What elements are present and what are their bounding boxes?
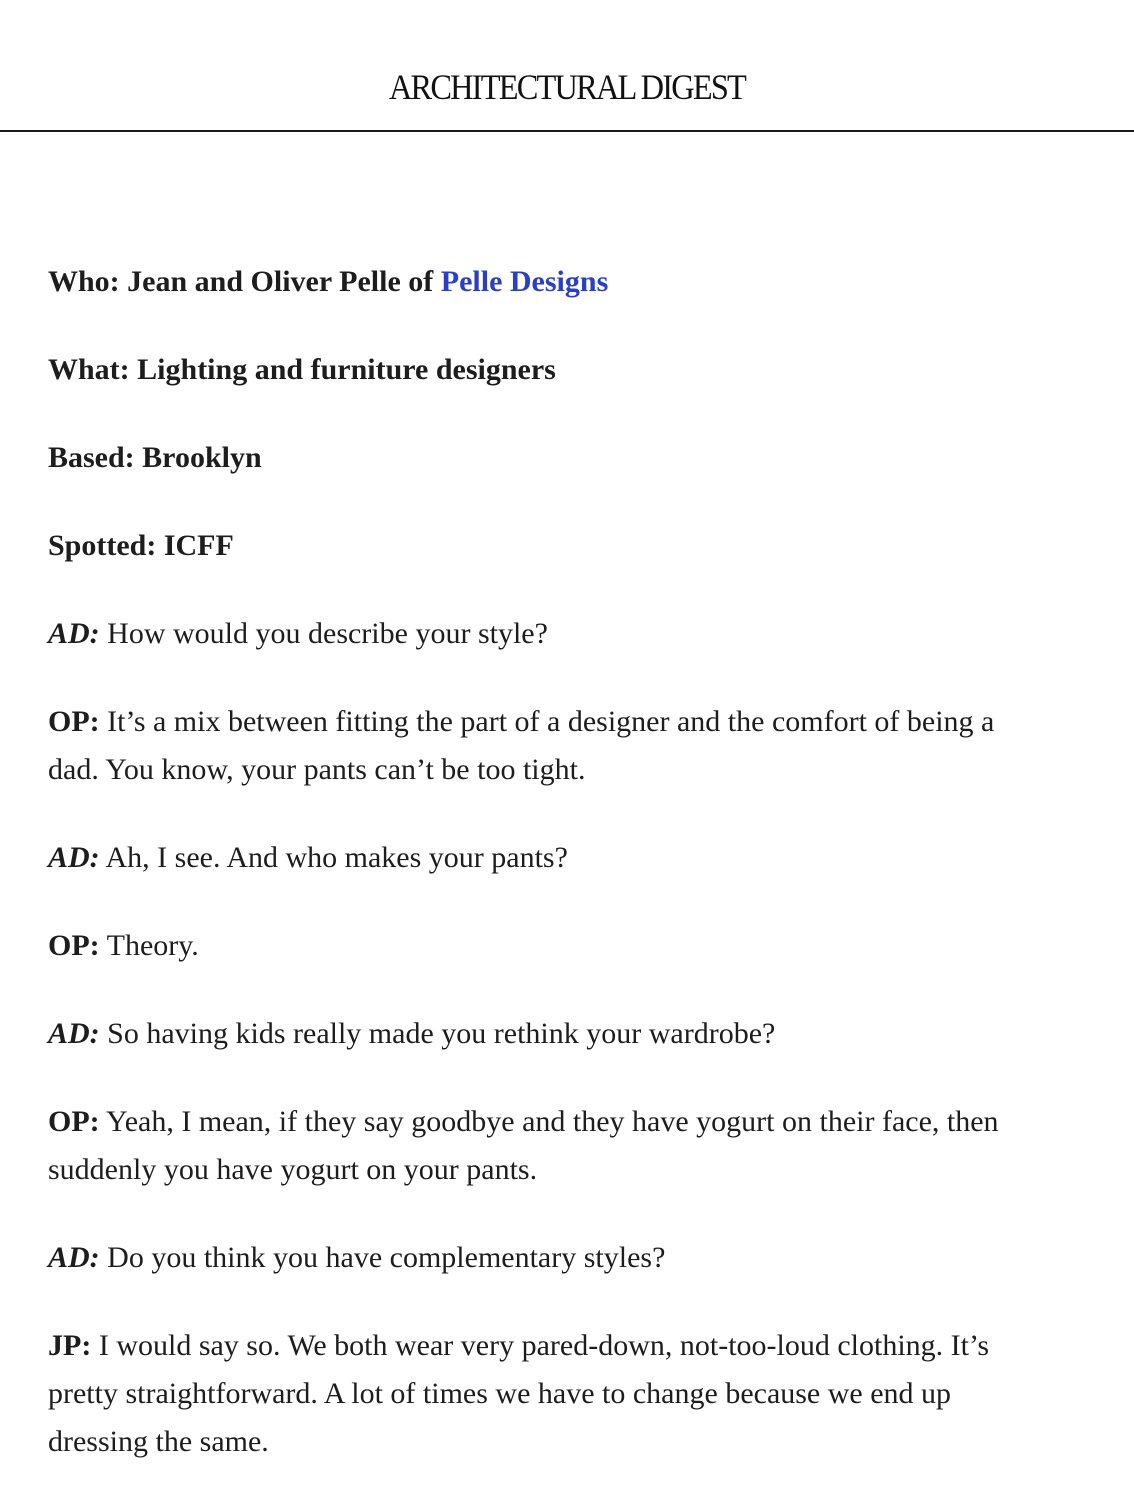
fact-spotted: Spotted: ICFF [48,529,234,562]
speaker-label: AD: [48,1017,100,1050]
interview-text: Ah, I see. And who makes your pants? [99,841,568,874]
fact-what: What: Lighting and furniture designers [48,353,556,386]
interview-line [48,1322,1038,1466]
interview-line [48,1098,1038,1194]
speaker-label: JP: [48,1329,92,1362]
interview-text: So having kids really made you rethink your wardrobe? [99,1017,776,1050]
site-header [0,0,1134,132]
interview-text: I would say so. We both wear very pared-down, not-too-loud clothing. It’s pretty straightforward. A lot of times we have to change because we end up dressing the same. [48,1329,990,1458]
fact-based: Based: Brooklyn [48,441,262,474]
speaker-label: OP: [48,1105,100,1138]
speaker-label: OP: [48,929,100,962]
site-logo[interactable]: ARCHITECTURAL DIGEST [388,67,746,107]
speaker-label: OP: [48,705,100,738]
pelle-designs-link[interactable]: Pelle Designs [440,265,609,298]
interview-line [48,922,1038,970]
interview-line [48,698,1038,794]
speaker-label: AD: [48,617,100,650]
interview [48,610,1038,1466]
interview-text: Theory. [99,929,199,962]
interview-text: How would you describe your style? [99,617,548,650]
speaker-label: AD: [48,1241,100,1274]
speaker-label: AD: [48,841,100,874]
interview-text: Do you think you have complementary styles? [99,1241,666,1274]
fact-list [48,258,1038,570]
interview-text: It’s a mix between fitting the part of a designer and the comfort of being a dad. You know, your pants can’t be too tight. [48,705,995,786]
fact-who-label: Who: Jean and Oliver Pelle of [48,265,441,298]
interview-line [48,834,1038,882]
interview-text: Yeah, I mean, if they say goodbye and they have yogurt on their face, then suddenly you have yogurt on your pants. [48,1105,999,1186]
fact-who [48,258,1038,306]
interview-line [48,610,1038,658]
article-body [48,258,1038,1506]
interview-line [48,1234,1038,1282]
interview-line [48,1010,1038,1058]
